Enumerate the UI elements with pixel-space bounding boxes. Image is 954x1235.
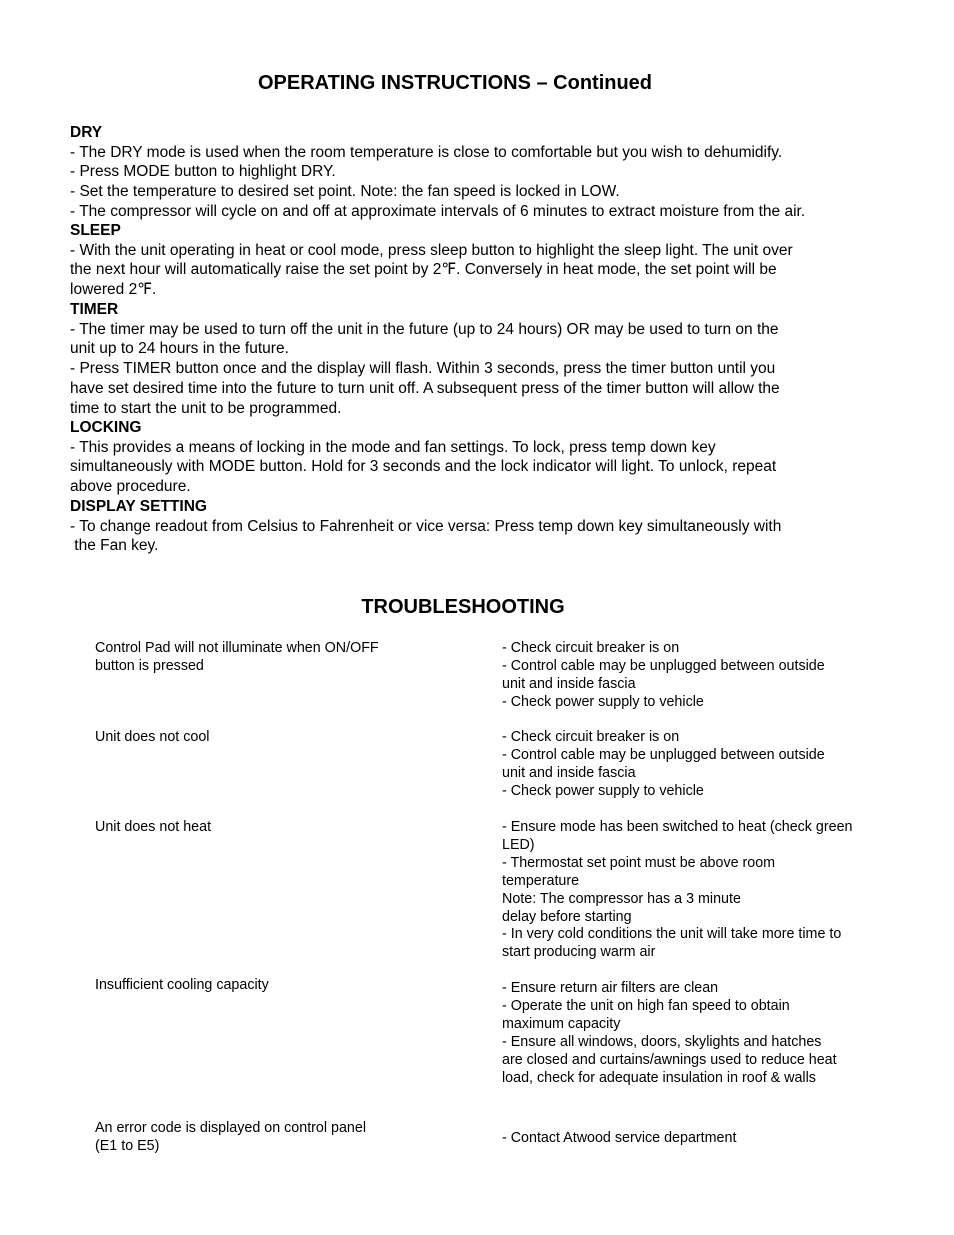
solution-cell [502,640,902,712]
solution-cell [502,1130,902,1148]
section-heading: DISPLAY SETTING [70,498,207,515]
problem-line: button is pressed [95,657,204,674]
section-line: the Fan key. [70,537,159,555]
solution-line: start producing warm air [502,944,656,961]
section-display-setting [70,497,900,556]
solution-line: temperature [502,872,580,889]
solution-line: are closed and curtains/awnings used to reduce heat [502,1051,837,1068]
section-line: - The timer may be used to turn off the unit in the future (up to 24 hours) OR may be used to turn on the [70,320,779,338]
solution-line: - Check power supply to vehicle [502,693,704,710]
solution-line: - Check circuit breaker is on [502,640,680,656]
solution-line: load, check for adequate insulation in roof & walls [502,1069,816,1086]
section-line: simultaneously with MODE button. Hold for 3 seconds and the lock indicator will light. To unlock, repeat [70,458,777,476]
problem-line: Control Pad will not illuminate when ON/OFF [95,640,379,656]
section-line: - The compressor will cycle on and off at approximate intervals of 6 minutes to extract moisture from the air. [70,202,806,220]
problem-line: Unit does not cool [95,729,210,745]
solution-line: delay before starting [502,908,632,925]
solution-cell [502,980,902,1087]
solution-line: Note: The compressor has a 3 minute [502,890,741,907]
section-locking [70,418,900,497]
problem-cell [95,977,425,995]
section-sleep [70,221,900,300]
solution-line: - Ensure return air filters are clean [502,980,719,996]
section-line: - Press MODE button to highlight DRY. [70,163,336,181]
solution-line: - Contact Atwood service department [502,1130,737,1146]
problem-line: Unit does not heat [95,819,212,835]
section-timer [70,300,900,418]
problem-cell [95,729,425,747]
solution-line: - Control cable may be unplugged between outside [502,746,825,763]
solution-line: - Check power supply to vehicle [502,782,704,799]
problem-cell [95,819,425,837]
solution-line: - Control cable may be unplugged between outside [502,657,825,674]
solution-line: - Ensure all windows, doors, skylights and hatches [502,1033,822,1050]
solution-line: unit and inside fascia [502,764,636,781]
section-line: - The DRY mode is used when the room temperature is close to comfortable but you wish to dehumidify. [70,143,783,161]
solution-line: - Check circuit breaker is on [502,729,680,745]
problem-line: An error code is displayed on control panel [95,1120,367,1136]
solution-line: - Operate the unit on high fan speed to obtain [502,997,790,1014]
section-line: - Press TIMER button once and the display will flash. Within 3 seconds, press the timer button until you [70,360,776,378]
section-line: above procedure. [70,478,191,496]
section-heading: DRY [70,124,103,141]
problem-line: Insufficient cooling capacity [95,977,269,993]
solution-cell [502,819,902,962]
solution-cell [502,729,902,801]
problem-cell [95,1120,425,1156]
solution-line: - Thermostat set point must be above room [502,854,776,871]
section-line: - This provides a means of locking in the mode and fan settings. To lock, press temp down key [70,438,716,456]
section-heading: LOCKING [70,419,142,436]
solution-line: maximum capacity [502,1015,621,1032]
troubleshooting-title: TROUBLESHOOTING [361,596,565,618]
section-line: the next hour will automatically raise the set point by 2℉. Conversely in heat mode, the set point will be [70,261,777,279]
solution-line: - Ensure mode has been switched to heat (check green [502,819,853,835]
section-line: have set desired time into the future to turn unit off. A subsequent press of the timer button will allow the [70,379,780,397]
problem-line: (E1 to E5) [95,1137,160,1154]
solution-line: LED) [502,836,535,853]
page-title: OPERATING INSTRUCTIONS – Continued [257,72,653,94]
section-heading: TIMER [70,301,119,318]
solution-line: unit and inside fascia [502,675,636,692]
section-line: time to start the unit to be programmed. [70,399,342,417]
section-line: - Set the temperature to desired set point. Note: the fan speed is locked in LOW. [70,183,620,201]
section-line: lowered 2℉. [70,281,157,299]
section-line: unit up to 24 hours in the future. [70,340,289,358]
section-heading: SLEEP [70,222,121,239]
section-line: - With the unit operating in heat or cool mode, press sleep button to highlight the sleep light. The unit over [70,241,793,259]
section-line: - To change readout from Celsius to Fahrenheit or vice versa: Press temp down key simultaneously with [70,517,782,535]
solution-line: - In very cold conditions the unit will take more time to [502,926,842,943]
problem-cell [95,640,425,676]
section-dry [70,123,900,222]
